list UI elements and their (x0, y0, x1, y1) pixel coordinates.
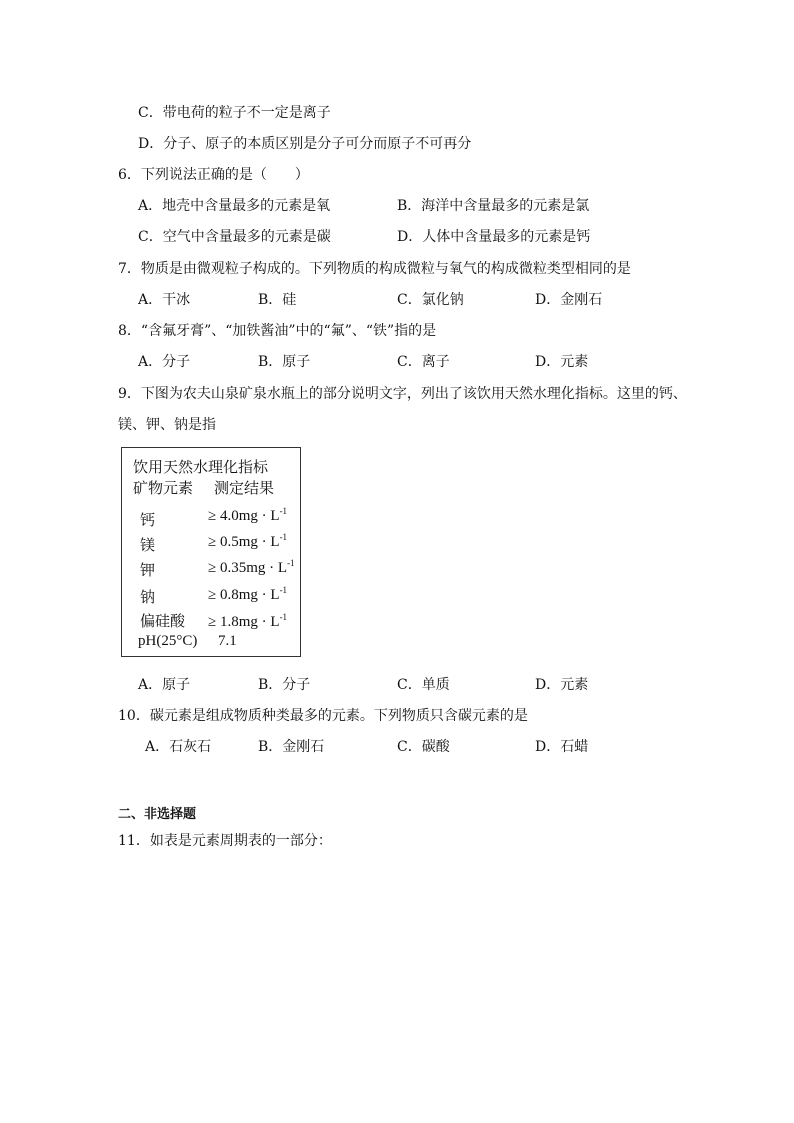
q10-option-b: B．金刚石 (258, 739, 325, 755)
q6-option-a: A．地壳中含量最多的元素是氧 (138, 198, 331, 214)
q8-stem: 8．“含氟牙膏”、“加铁酱油”中的“氟”、“铁”指的是 (118, 323, 437, 339)
water-label-figure (121, 447, 301, 657)
label-title: 饮用天然水理化指标 (133, 460, 269, 476)
label-ph-value: 7.1 (218, 633, 237, 649)
q8-option-b: B．原子 (258, 354, 311, 370)
q6-option-d: D．人体中含量最多的元素是钙 (397, 229, 591, 245)
label-row-name: 钠 (140, 590, 156, 606)
q9-option-a: A．原子 (138, 677, 191, 693)
q7-option-d: D．金刚石 (535, 292, 603, 308)
label-row-name: 钾 (140, 563, 156, 579)
section-heading: 二、非选择题 (118, 807, 197, 822)
q10-option-c: C．碳酸 (397, 739, 450, 755)
q8-option-c: C．离子 (397, 354, 450, 370)
q6-option-b: B．海洋中含量最多的元素是氯 (397, 198, 590, 214)
q10-stem: 10．碳元素是组成物质种类最多的元素。下列物质只含碳元素的是 (118, 708, 528, 724)
q9-option-c: C．单质 (397, 677, 450, 693)
q7-stem: 7．物质是由微观粒子构成的。下列物质的构成微粒与氧气的构成微粒类型相同的是 (118, 261, 631, 277)
label-header-left: 矿物元素 (133, 481, 194, 497)
q10-option-a: A．石灰石 (145, 739, 212, 755)
q10-option-d: D．石蜡 (535, 739, 589, 755)
q11-stem: 11．如表是元素周期表的一部分： (118, 833, 332, 849)
label-row-value: ≥ $1.8mg \cdot L^{-1}$ (208, 612, 288, 630)
q9-option-d: D．元素 (535, 677, 589, 693)
q7-option-c: C．氯化钠 (397, 292, 464, 308)
label-ph: pH(25°C) (138, 633, 198, 649)
q8-option-d: D．元素 (535, 354, 589, 370)
label-row-value: ≥ $0.8mg \cdot L^{-1}$ (208, 585, 288, 603)
q7-option-b: B．硅 (258, 292, 297, 308)
q9-stem-line2: 镁、钾、钠是指 (118, 417, 216, 433)
q6-option-c: C．空气中含量最多的元素是碳 (138, 229, 331, 245)
label-header-right: 测定结果 (214, 481, 275, 497)
label-row-value: ≥ $0.35mg \cdot L^{-1}$ (208, 558, 295, 576)
q6-stem: 6．下列说法正确的是（ ） (118, 167, 309, 183)
label-row-name: 钙 (140, 513, 156, 529)
q9-stem-line1: 9．下图为农夫山泉矿泉水瓶上的部分说明文字，列出了该饮用天然水理化指标。这里的钙、 (118, 386, 687, 402)
q9-option-b: B．分子 (258, 677, 311, 693)
q8-option-a: A．分子 (138, 354, 191, 370)
q7-option-a: A．干冰 (138, 292, 191, 308)
label-row-value: ≥ $0.5mg \cdot L^{-1}$ (208, 532, 288, 550)
q5-option-d: D．分子、原子的本质区别是分子可分而原子不可再分 (138, 136, 472, 152)
label-row-value: ≥ $4.0mg \cdot L^{-1}$ (208, 506, 288, 524)
q5-option-c: C．带电荷的粒子不一定是离子 (138, 105, 331, 121)
label-row-name: 偏硅酸 (140, 614, 186, 630)
label-row-name: 镁 (140, 538, 156, 554)
